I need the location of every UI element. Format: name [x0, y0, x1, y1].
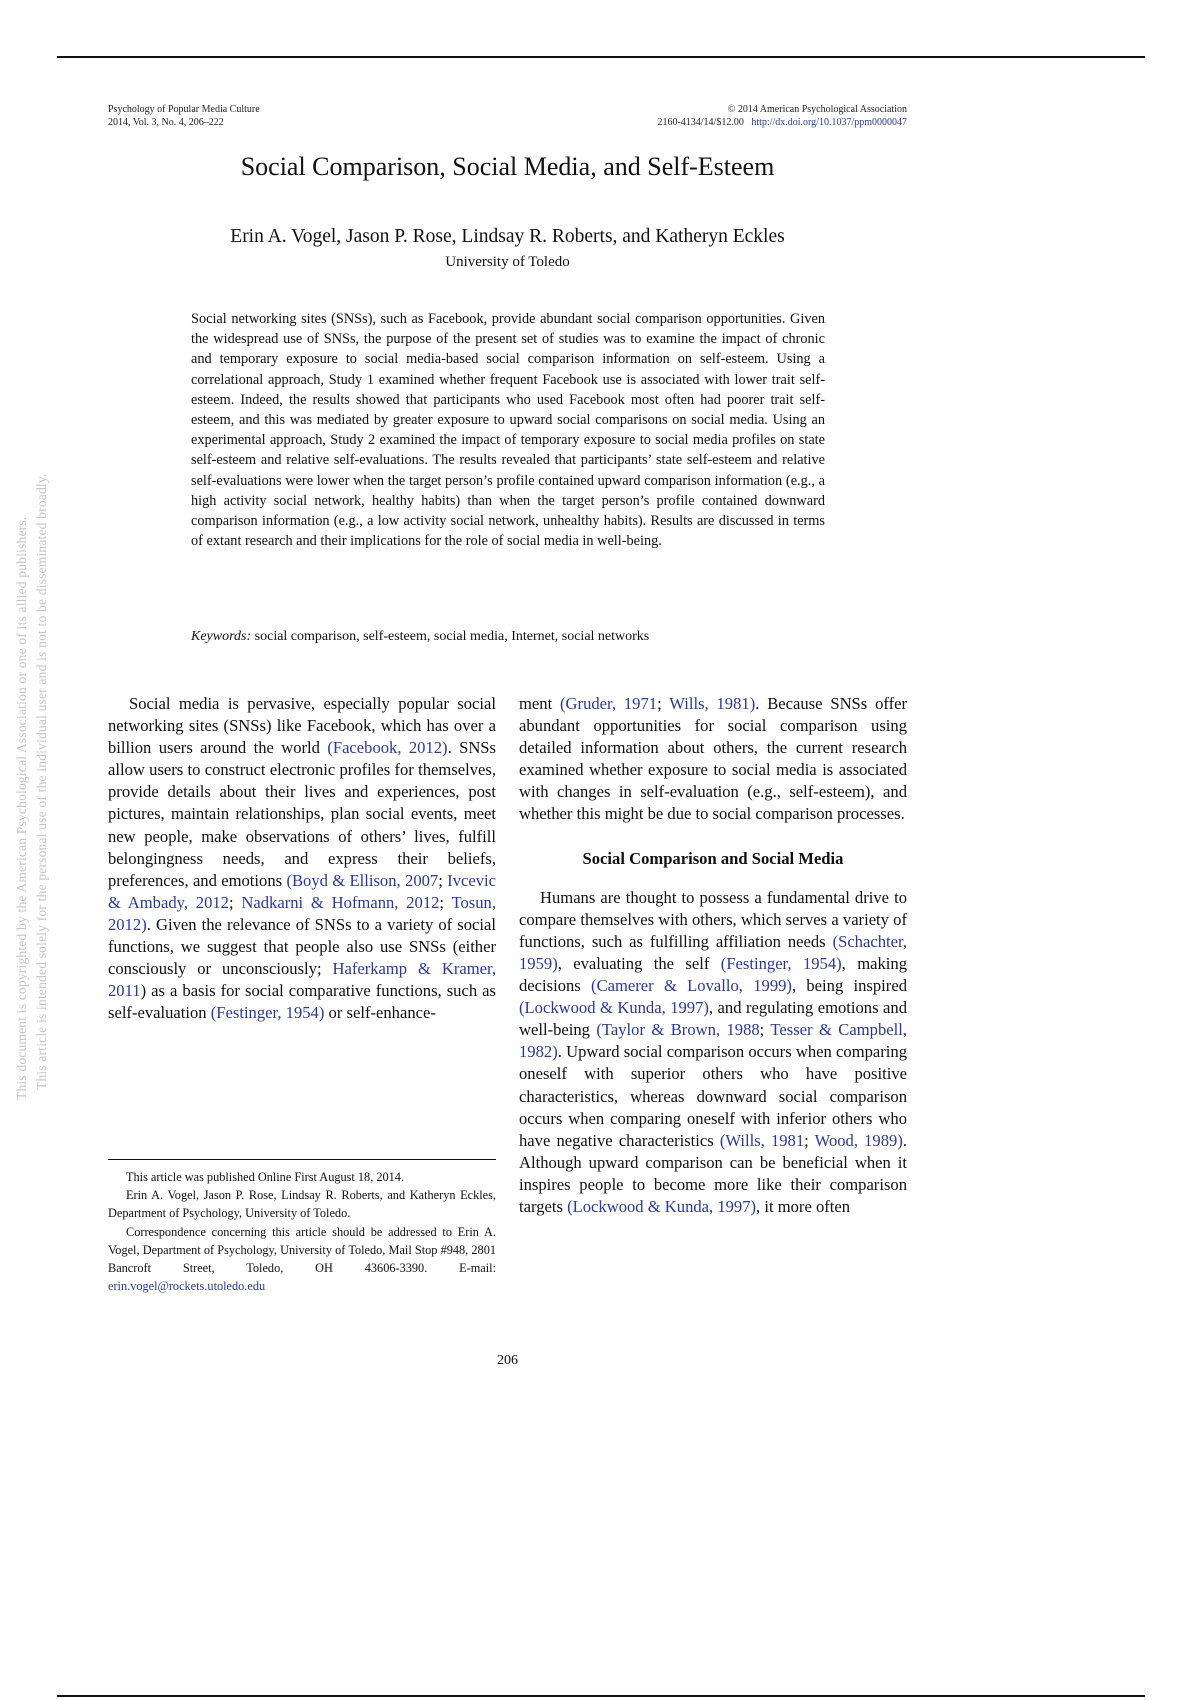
- body-paragraph: [108, 693, 496, 1024]
- body-column-right: [519, 693, 907, 1218]
- citation-link[interactable]: Tesser & Campbell, 1982): [519, 1020, 907, 1062]
- citation-link[interactable]: (Lockwood & Kunda, 1997): [519, 998, 709, 1018]
- top-rule: [57, 56, 1145, 58]
- paragraph-text: ;: [804, 1130, 815, 1150]
- article-title: Social Comparison, Social Media, and Self-Esteem: [240, 152, 775, 181]
- footnotes: [108, 1168, 496, 1295]
- citation-link[interactable]: (Festinger, 1954): [720, 953, 842, 973]
- paragraph-text: . Upward social comparison occurs when comparing oneself with superior others who have positive characteristics, whereas downward social comparison occurs when comparing oneself with inferior others who have negative characteristics: [519, 1042, 907, 1150]
- citation-link[interactable]: (Camerer & Lovallo, 1999): [591, 976, 792, 996]
- journal-volume: 2014, Vol. 3, No. 4, 206–222: [108, 117, 224, 128]
- paragraph-text: ;: [438, 870, 448, 890]
- keywords: [191, 629, 825, 645]
- paragraph-text: , it more often: [756, 1196, 851, 1216]
- citation-link[interactable]: (Boyd & Ellison, 2007: [286, 870, 439, 890]
- paragraph-text: Social media is pervasive, especially popular social networking sites (SNSs) like Facebook, which has over a billion users around the world: [108, 694, 496, 758]
- email-link[interactable]: erin.vogel@rockets.utoledo.edu: [108, 1279, 266, 1294]
- citation-link[interactable]: (Facebook, 2012): [327, 738, 448, 758]
- paragraph-text: ;: [657, 694, 670, 713]
- citation-link[interactable]: (Schachter, 1959): [519, 931, 907, 973]
- abstract: Social networking sites (SNSs), such as Facebook, provide abundant social comparison opportunities. Given the widespread use of SNSs, the purpose of the present set of studies was to examine the impact of chronic and temporary exposure to social media-based social comparison information on self-esteem. Using a correlational approach, Study 1 examined whether frequent Facebook use is associated with lower trait self-esteem. Indeed, the results showed that participants who used Facebook most often had poorer trait self-esteem, and this was mediated by greater exposure to upward social comparisons on social media. Using an experimental approach, Study 2 examined the impact of temporary exposure to social media profiles on state self-esteem and relative self-evaluations. The results revealed that participants’ state self-esteem and relative self-evaluations were lower when the target person’s profile contained upward comparison information (e.g., a high activity social network, healthy habits) than when the target person’s profile contained downward comparison information (e.g., a low activity social network, unhealthy habits). Results are discussed in terms of extant research and their implications for the role of social media in well-being.: [191, 311, 825, 550]
- paragraph-text: ;: [439, 892, 452, 912]
- journal-name: Psychology of Popular Media Culture: [108, 104, 260, 115]
- citation-link[interactable]: Wills, 1981): [669, 694, 756, 713]
- copyright-line: © 2014 American Psychological Association: [727, 104, 907, 115]
- copyright-notice-line-2: This article is intended solely for the personal use of the individual user and is not to be disseminated broadly.: [34, 473, 49, 1090]
- paragraph-text: , being inspired: [791, 976, 907, 996]
- paragraph-text: ;: [759, 1020, 771, 1040]
- paragraph-text: ) as a basis for social comparative functions, such as self-evaluation: [108, 981, 496, 1023]
- citation-link[interactable]: Ivcevic & Ambady, 2012: [108, 870, 496, 912]
- paragraph-text: or self-enhance-: [324, 1003, 436, 1023]
- body-paragraph: [519, 693, 907, 826]
- citation-link[interactable]: (Lockwood & Kunda, 1997): [567, 1196, 757, 1216]
- journal-info: [108, 103, 260, 129]
- citation-link[interactable]: (Wills, 1981: [719, 1130, 805, 1150]
- paragraph-text: . SNSs allow users to construct electronic profiles for themselves, provide details about their lives and experiences, post pictures, maintain relationships, plan social events, meet new people, make observations of others’ lives, fulfill belongingness needs, and express their beliefs, preferences, and emotions: [108, 738, 496, 890]
- correspondence-text: Correspondence concerning this article should be addressed to Erin A. Vogel, Department of Psychology, University of Toledo, Mail Stop #948, 2801 Bancroft Street, Toledo, OH 43606-3390. E-mail:: [108, 1224, 496, 1276]
- paragraph-text: . Because SNSs offer abundant opportunities for social comparison using detailed information about others, the current research examined whether exposure to social media is associated with changes in self-evaluation (e.g., self-esteem), and whether this might be due to social comparison processes.: [519, 694, 908, 824]
- body-column-left: [108, 693, 496, 1024]
- paragraph-text: Humans are thought to possess a fundamental drive to compare themselves with others, which serves a variety of functions, such as fulfilling affiliation needs: [519, 887, 907, 951]
- page-number: 206: [497, 1353, 518, 1368]
- citation-link[interactable]: (Taylor & Brown, 1988: [596, 1020, 760, 1040]
- footnote-affiliation: Erin A. Vogel, Jason P. Rose, Lindsay R. Roberts, and Katheryn Eckles, Department of Psychology, University of Toledo.: [108, 1188, 496, 1221]
- footnote-published: This article was published Online First August 18, 2014.: [126, 1170, 405, 1184]
- citation-link[interactable]: (Festinger, 1954): [210, 1003, 325, 1023]
- section-heading: Social Comparison and Social Media: [582, 848, 844, 868]
- paragraph-text: ment: [519, 694, 561, 713]
- author-affiliation: University of Toledo: [445, 254, 570, 270]
- citation-link[interactable]: Wood, 1989): [814, 1130, 903, 1150]
- citation-link[interactable]: Haferkamp & Kramer, 2011: [108, 959, 496, 1001]
- bottom-rule: [57, 1695, 1145, 1697]
- paragraph-text: . Although upward comparison can be beneficial when it inspires people to become more like their comparison targets: [519, 1130, 908, 1216]
- citation-link[interactable]: (Gruder, 1971: [560, 694, 658, 713]
- paragraph-text: , and regulating emotions and well-being: [519, 998, 907, 1040]
- paragraph-text: ;: [228, 892, 242, 912]
- copyright-notice-line-1: This document is copyrighted by the American Psychological Association or one of its allied publishers.: [14, 516, 29, 1100]
- keywords-label: Keywords:: [191, 629, 252, 644]
- paragraph-text: , making decisions: [519, 953, 907, 996]
- keywords-list: social comparison, self-esteem, social media, Internet, social networks: [254, 629, 650, 644]
- issn: 2160-4134/14/$12.00: [657, 117, 744, 128]
- citation-link[interactable]: Tosun, 2012): [108, 892, 497, 934]
- issn-doi-line: [560, 116, 907, 129]
- citation-link[interactable]: Nadkarni & Hofmann, 2012: [241, 892, 440, 912]
- paragraph-text: . Given the relevance of SNSs to a variety of social functions, we suggest that people also use SNSs (either consciously or unconsciously;: [108, 914, 496, 979]
- paragraph-text: , evaluating the self: [557, 953, 721, 973]
- doi-link[interactable]: http://dx.doi.org/10.1037/ppm0000047: [751, 117, 907, 128]
- article-authors: Erin A. Vogel, Jason P. Rose, Lindsay R. Roberts, and Katheryn Eckles: [230, 226, 785, 247]
- footnote-rule: [108, 1159, 496, 1160]
- footnote-correspondence: [108, 1223, 496, 1296]
- publisher-info: [560, 103, 907, 129]
- body-paragraph: [519, 887, 907, 1218]
